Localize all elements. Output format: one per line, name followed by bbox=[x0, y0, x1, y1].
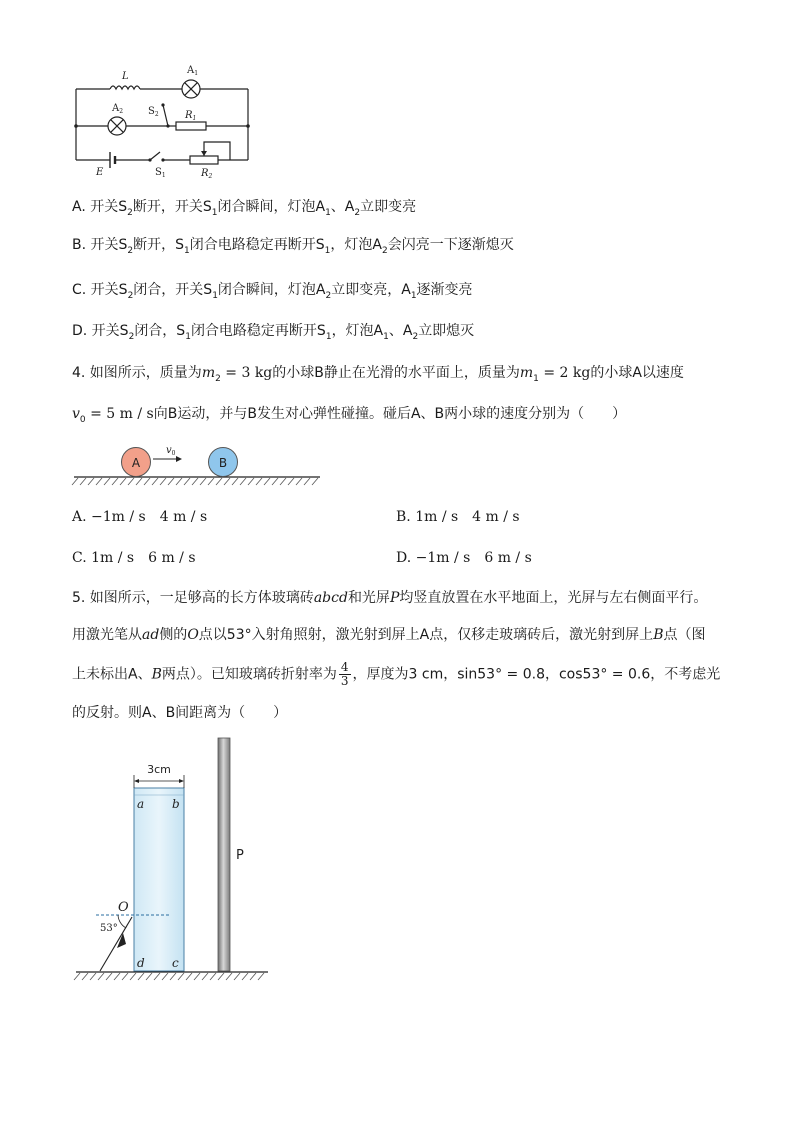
point-o-label: O bbox=[118, 900, 129, 915]
ball-a-label: A bbox=[131, 456, 141, 470]
angle-label: 53° bbox=[100, 923, 118, 934]
q4-stem-line1: 4. 如图所示，质量为$m_2 = 3$ kg的小球B静止在光滑的水平面上，质量为$m_1 = 2$ kg的小球A以速度 bbox=[72, 365, 684, 384]
q3-option-a: A. 开关$S_2$断开，开关$S_1$闭合瞬间，灯泡$A_1$、$A_2$立即变亮 bbox=[72, 199, 417, 218]
glass-brick bbox=[134, 788, 184, 971]
refractive-index-fraction: $\frac{4}{3}$ bbox=[340, 660, 349, 688]
q4-option-d: D. −1m / s 6 m / s bbox=[396, 550, 532, 566]
q4-option-b: B. 1m / s 4 m / s bbox=[396, 509, 520, 525]
label-E: E bbox=[96, 167, 104, 178]
label-R2: $R_2$ bbox=[201, 168, 213, 180]
label-A1: $A_1$ bbox=[187, 65, 199, 77]
q4-stem-line2: $v_0 = 5$ m / s向B运动，并与B发生对心弹性碰撞。碰后A、B两小球的速度分别为（ ） bbox=[72, 406, 627, 425]
velocity-label: $v_0$ bbox=[166, 445, 176, 457]
light-screen bbox=[218, 738, 230, 971]
corner-b: b bbox=[172, 797, 180, 811]
screen-label: P bbox=[236, 848, 244, 863]
q4-option-a: A. −1m / s 4 m / s bbox=[72, 509, 208, 525]
q3-option-c: C. 开关$S_2$闭合，开关$S_1$闭合瞬间，灯泡$A_2$立即变亮，$A_1$逐渐变亮 bbox=[72, 282, 473, 301]
label-S1: $S_1$ bbox=[155, 167, 166, 179]
q5-stem-line3: 上未标出A、B两点）。已知玻璃砖折射率为 $\frac{4}{3}$ ，厚度为3 cm，sin53° = 0.8，cos53° = 0.6，不考虑光 bbox=[72, 660, 721, 688]
collision-figure bbox=[70, 440, 325, 490]
corner-a: a bbox=[137, 797, 145, 811]
velocity-arrow-icon bbox=[176, 456, 182, 462]
corner-d: d bbox=[137, 956, 145, 970]
label-R1: $R_1$ bbox=[185, 110, 197, 122]
corner-c: c bbox=[172, 956, 179, 970]
q4-option-c: C. 1m / s 6 m / s bbox=[72, 550, 196, 566]
label-L: L bbox=[122, 71, 129, 82]
circuit-diagram bbox=[70, 62, 260, 182]
width-label: 3cm bbox=[147, 763, 171, 776]
q3-option-d: D. 开关$S_2$闭合，$S_1$闭合电路稳定再断开$S_1$，灯泡$A_1$、$A_2$立即熄灭 bbox=[72, 323, 475, 342]
q5-stem-line4: 的反射。则A、B间距离为（ ） bbox=[72, 705, 288, 721]
glass-brick-figure bbox=[70, 735, 280, 985]
label-S2: $S_2$ bbox=[148, 106, 159, 118]
q3-option-b: B. 开关$S_2$断开，$S_1$闭合电路稳定再断开$S_1$，灯泡$A_2$会闪亮一下逐渐熄灭 bbox=[72, 237, 514, 256]
ball-b-label: B bbox=[218, 456, 228, 470]
label-A2: $A_2$ bbox=[112, 103, 124, 115]
q5-stem-line1: 5. 如图所示，一足够高的长方体玻璃砖abcd和光屏P均竖直放置在水平地面上，光屏与左右侧面平行。 bbox=[72, 590, 708, 606]
q5-stem-line2: 用激光笔从ad侧的O点以53°入射角照射，激光射到屏上A点，仅移走玻璃砖后，激光射到屏上B点（图 bbox=[72, 627, 706, 643]
